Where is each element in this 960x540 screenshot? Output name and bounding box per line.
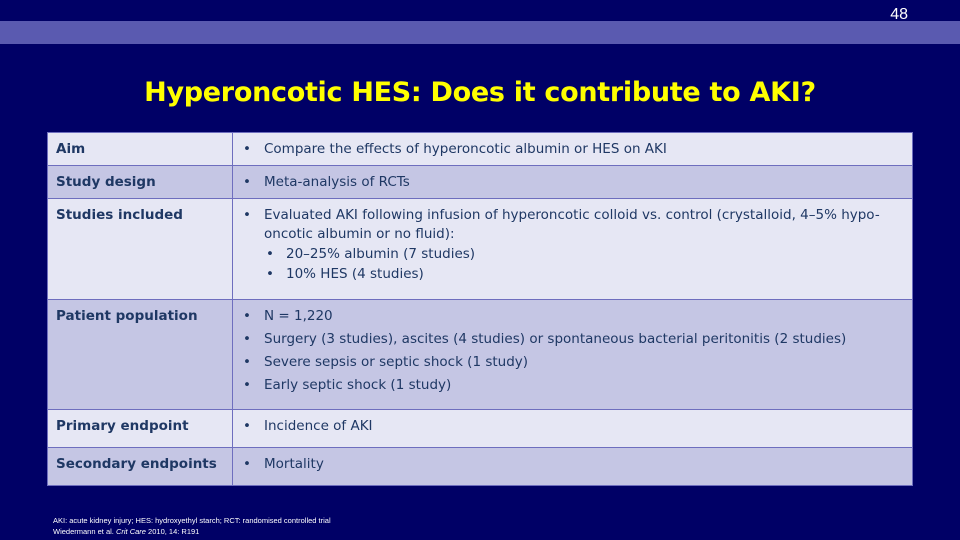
table-row [48, 300, 913, 410]
list-item: • Severe sepsis or septic shock (1 study) [241, 353, 904, 372]
row-label-secondary-endpoints: Secondary endpoints [48, 448, 233, 486]
list-item: • Surgery (3 studies), ascites (4 studies) or spontaneous bacterial peritonitis (2 studies) [241, 330, 904, 349]
row-content-aim [233, 133, 913, 166]
list-item [241, 206, 904, 284]
row-label-primary-endpoint: Primary endpoint [48, 410, 233, 448]
study-summary-table [47, 132, 913, 486]
table-row [48, 448, 913, 486]
row-content-studies-included [233, 199, 913, 300]
citation-authors: Wiedermann et al. [53, 527, 116, 536]
row-label-study-design: Study design [48, 166, 233, 199]
list-item-text: Evaluated AKI following infusion of hyperoncotic colloid vs. control (crystalloid, 4–5% hypo-oncotic albumin or no fluid): [264, 207, 880, 242]
footnote [53, 515, 331, 537]
table-row [48, 410, 913, 448]
citation-details: 2010, 14: R191 [145, 527, 200, 536]
sub-list-item: • 10% HES (4 studies) [264, 265, 904, 284]
table-row [48, 166, 913, 199]
list-item: • Incidence of AKI [241, 417, 904, 436]
sub-list-item: • 20–25% albumin (7 studies) [264, 245, 904, 264]
row-label-aim: Aim [48, 133, 233, 166]
slide-number: 48 [890, 6, 908, 23]
list-item: • Early septic shock (1 study) [241, 376, 904, 395]
footnote-citation [53, 526, 331, 537]
row-content-primary-endpoint [233, 410, 913, 448]
list-item: • N = 1,220 [241, 307, 904, 326]
row-content-study-design [233, 166, 913, 199]
footnote-abbreviations: AKI: acute kidney injury; HES: hydroxyethyl starch; RCT: randomised controlled trial [53, 516, 331, 525]
row-content-secondary-endpoints [233, 448, 913, 486]
list-item: • Mortality [241, 455, 904, 474]
list-item: • Meta-analysis of RCTs [241, 173, 904, 192]
table-row [48, 199, 913, 300]
citation-journal: Crit Care [115, 527, 146, 536]
header-band [0, 21, 960, 44]
row-content-patient-population [233, 300, 913, 410]
row-label-studies-included: Studies included [48, 199, 233, 300]
row-label-patient-population: Patient population [48, 300, 233, 410]
slide-title: Hyperoncotic HES: Does it contribute to AKI? [144, 77, 816, 108]
list-item: • Compare the effects of hyperoncotic albumin or HES on AKI [241, 140, 904, 159]
table-row [48, 133, 913, 166]
